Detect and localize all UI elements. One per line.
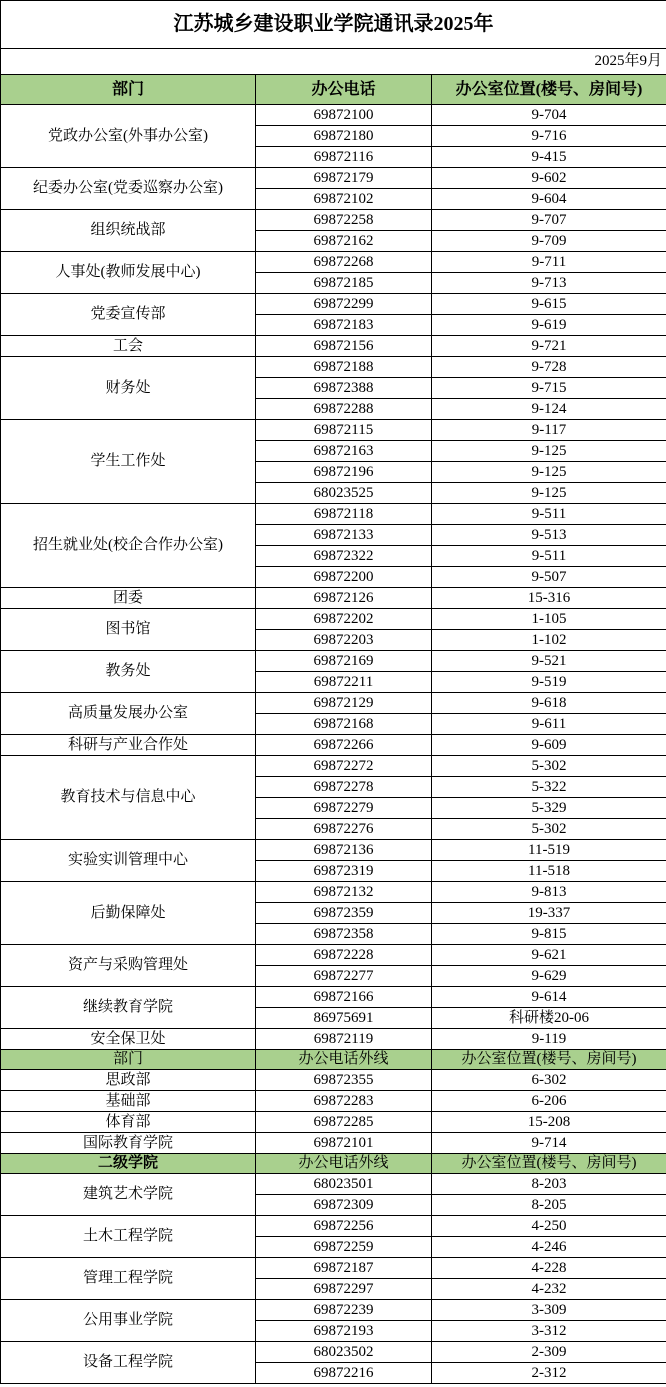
office-location: 9-728	[432, 357, 666, 378]
office-location: 9-721	[432, 336, 666, 357]
phone-number: 69872115	[256, 420, 432, 441]
office-location: 9-714	[432, 1133, 666, 1154]
phone-number: 69872285	[256, 1112, 432, 1133]
column-header: 办公电话外线	[256, 1050, 432, 1070]
department-name: 党政办公室(外事办公室)	[1, 105, 256, 168]
phone-number: 69872100	[256, 105, 432, 126]
date-label: 2025年9月	[1, 49, 666, 75]
office-location: 9-119	[432, 1029, 666, 1050]
table-row	[1, 1133, 666, 1154]
office-location: 9-709	[432, 231, 666, 252]
phone-number: 69872268	[256, 252, 432, 273]
phone-number: 69872203	[256, 630, 432, 651]
office-location: 8-203	[432, 1174, 666, 1195]
office-location: 11-518	[432, 861, 666, 882]
phone-number: 86975691	[256, 1008, 432, 1029]
department-name: 组织统战部	[1, 210, 256, 252]
phone-number: 69872193	[256, 1321, 432, 1342]
table-row	[1, 336, 666, 357]
office-location: 15-208	[432, 1112, 666, 1133]
department-name: 公用事业学院	[1, 1300, 256, 1342]
table-row	[1, 840, 666, 861]
table-row	[1, 105, 666, 126]
office-location: 9-704	[432, 105, 666, 126]
office-location: 9-713	[432, 273, 666, 294]
department-name: 工会	[1, 336, 256, 357]
table-row	[1, 420, 666, 441]
office-location: 9-711	[432, 252, 666, 273]
department-name: 继续教育学院	[1, 987, 256, 1029]
table-row	[1, 882, 666, 903]
office-location: 9-125	[432, 462, 666, 483]
phone-number: 69872355	[256, 1070, 432, 1091]
phone-number: 69872358	[256, 924, 432, 945]
office-location: 2-309	[432, 1342, 666, 1363]
phone-number: 69872322	[256, 546, 432, 567]
phone-number: 69872228	[256, 945, 432, 966]
office-location: 5-329	[432, 798, 666, 819]
department-name: 科研与产业合作处	[1, 735, 256, 756]
column-header: 二级学院	[1, 1154, 256, 1174]
phone-number: 69872297	[256, 1279, 432, 1300]
office-location: 5-302	[432, 756, 666, 777]
office-location: 9-629	[432, 966, 666, 987]
phone-number: 69872259	[256, 1237, 432, 1258]
phone-number: 69872258	[256, 210, 432, 231]
phone-number: 69872179	[256, 168, 432, 189]
column-header: 办公电话	[256, 75, 432, 105]
column-header: 部门	[1, 75, 256, 105]
office-location: 1-102	[432, 630, 666, 651]
table-row	[1, 756, 666, 777]
department-name: 团委	[1, 588, 256, 609]
office-location: 9-619	[432, 315, 666, 336]
department-name: 党委宣传部	[1, 294, 256, 336]
office-location: 5-322	[432, 777, 666, 798]
phone-number: 69872162	[256, 231, 432, 252]
department-name: 体育部	[1, 1112, 256, 1133]
phone-number: 69872278	[256, 777, 432, 798]
title-row	[1, 1, 666, 49]
office-location: 9-117	[432, 420, 666, 441]
office-location: 9-611	[432, 714, 666, 735]
phone-number: 69872279	[256, 798, 432, 819]
table-row	[1, 1342, 666, 1363]
table-row	[1, 735, 666, 756]
table-row	[1, 651, 666, 672]
department-name: 图书馆	[1, 609, 256, 651]
office-location: 9-604	[432, 189, 666, 210]
office-location: 3-312	[432, 1321, 666, 1342]
office-location: 9-707	[432, 210, 666, 231]
office-location: 6-206	[432, 1091, 666, 1112]
phone-number: 69872163	[256, 441, 432, 462]
phone-number: 69872168	[256, 714, 432, 735]
office-location: 9-125	[432, 441, 666, 462]
department-name: 实验实训管理中心	[1, 840, 256, 882]
office-location: 8-205	[432, 1195, 666, 1216]
phone-number: 69872187	[256, 1258, 432, 1279]
department-name: 教务处	[1, 651, 256, 693]
department-name: 设备工程学院	[1, 1342, 256, 1384]
phone-number: 69872166	[256, 987, 432, 1008]
table-row	[1, 987, 666, 1008]
table-row	[1, 1029, 666, 1050]
phone-number: 69872276	[256, 819, 432, 840]
phone-number: 69872133	[256, 525, 432, 546]
phone-number: 69872156	[256, 336, 432, 357]
column-header: 办公室位置(楼号、房间号)	[432, 75, 666, 105]
department-name: 建筑艺术学院	[1, 1174, 256, 1216]
table-row	[1, 357, 666, 378]
table-row	[1, 945, 666, 966]
office-location: 6-302	[432, 1070, 666, 1091]
office-location: 9-615	[432, 294, 666, 315]
phone-number: 69872319	[256, 861, 432, 882]
phone-number: 69872102	[256, 189, 432, 210]
department-name: 纪委办公室(党委巡察办公室)	[1, 168, 256, 210]
department-name: 资产与采购管理处	[1, 945, 256, 987]
table-row	[1, 210, 666, 231]
table-row	[1, 294, 666, 315]
table-row	[1, 1300, 666, 1321]
office-location: 2-312	[432, 1363, 666, 1384]
department-name: 教育技术与信息中心	[1, 756, 256, 840]
office-location: 9-621	[432, 945, 666, 966]
column-header: 办公室位置(楼号、房间号)	[432, 1050, 666, 1070]
phone-number: 69872136	[256, 840, 432, 861]
office-location: 4-246	[432, 1237, 666, 1258]
office-location: 9-415	[432, 147, 666, 168]
table-row	[1, 168, 666, 189]
office-location: 19-337	[432, 903, 666, 924]
office-location: 9-602	[432, 168, 666, 189]
department-name: 基础部	[1, 1091, 256, 1112]
department-name: 学生工作处	[1, 420, 256, 504]
department-name: 财务处	[1, 357, 256, 420]
office-location: 9-511	[432, 504, 666, 525]
office-location: 9-521	[432, 651, 666, 672]
phone-number: 69872211	[256, 672, 432, 693]
office-location: 4-250	[432, 1216, 666, 1237]
phone-number: 69872101	[256, 1133, 432, 1154]
phone-number: 69872200	[256, 567, 432, 588]
table-row	[1, 1091, 666, 1112]
table-row	[1, 1216, 666, 1237]
phone-number: 68023525	[256, 483, 432, 504]
office-location: 9-511	[432, 546, 666, 567]
phone-number: 69872359	[256, 903, 432, 924]
phone-number: 69872169	[256, 651, 432, 672]
table-row	[1, 609, 666, 630]
column-header: 部门	[1, 1050, 256, 1070]
department-name: 国际教育学院	[1, 1133, 256, 1154]
table-row	[1, 252, 666, 273]
phone-number: 69872272	[256, 756, 432, 777]
office-location: 9-513	[432, 525, 666, 546]
office-location: 4-232	[432, 1279, 666, 1300]
phone-number: 69872239	[256, 1300, 432, 1321]
phone-number: 69872119	[256, 1029, 432, 1050]
office-location: 15-316	[432, 588, 666, 609]
office-location: 9-614	[432, 987, 666, 1008]
phone-number: 69872288	[256, 399, 432, 420]
office-location: 9-519	[432, 672, 666, 693]
section-header-row	[1, 1154, 666, 1174]
table-row	[1, 1174, 666, 1195]
office-location: 9-618	[432, 693, 666, 714]
table-row	[1, 1258, 666, 1279]
phone-number: 69872202	[256, 609, 432, 630]
phone-number: 69872132	[256, 882, 432, 903]
office-location: 科研楼20-06	[432, 1008, 666, 1029]
office-location: 9-125	[432, 483, 666, 504]
phone-number: 69872266	[256, 735, 432, 756]
phone-number: 69872196	[256, 462, 432, 483]
phone-number: 69872216	[256, 1363, 432, 1384]
phone-number: 69872183	[256, 315, 432, 336]
section-header-row	[1, 75, 666, 105]
office-location: 4-228	[432, 1258, 666, 1279]
table-row	[1, 1112, 666, 1133]
department-name: 高质量发展办公室	[1, 693, 256, 735]
table-row	[1, 504, 666, 525]
office-location: 9-507	[432, 567, 666, 588]
office-location: 9-124	[432, 399, 666, 420]
phone-number: 69872388	[256, 378, 432, 399]
department-name: 管理工程学院	[1, 1258, 256, 1300]
column-header: 办公电话外线	[256, 1154, 432, 1174]
table-row	[1, 1070, 666, 1091]
phone-number: 69872129	[256, 693, 432, 714]
phone-number: 69872116	[256, 147, 432, 168]
page-title: 江苏城乡建设职业学院通讯录2025年	[1, 1, 666, 49]
office-location: 9-609	[432, 735, 666, 756]
department-name: 思政部	[1, 1070, 256, 1091]
office-location: 9-813	[432, 882, 666, 903]
phone-number: 69872126	[256, 588, 432, 609]
phone-number: 69872299	[256, 294, 432, 315]
date-row	[1, 49, 666, 75]
section-header-row	[1, 1050, 666, 1070]
department-name: 招生就业处(校企合作办公室)	[1, 504, 256, 588]
office-location: 11-519	[432, 840, 666, 861]
office-location: 1-105	[432, 609, 666, 630]
department-name: 后勤保障处	[1, 882, 256, 945]
table-row	[1, 588, 666, 609]
office-location: 9-716	[432, 126, 666, 147]
column-header: 办公室位置(楼号、房间号)	[432, 1154, 666, 1174]
phone-number: 69872277	[256, 966, 432, 987]
phone-number: 69872256	[256, 1216, 432, 1237]
office-location: 9-715	[432, 378, 666, 399]
phone-number: 69872185	[256, 273, 432, 294]
phone-number: 68023501	[256, 1174, 432, 1195]
phone-number: 69872118	[256, 504, 432, 525]
office-location: 3-309	[432, 1300, 666, 1321]
department-name: 人事处(教师发展中心)	[1, 252, 256, 294]
department-name: 安全保卫处	[1, 1029, 256, 1050]
phone-number: 69872309	[256, 1195, 432, 1216]
department-name: 土木工程学院	[1, 1216, 256, 1258]
phone-number: 68023502	[256, 1342, 432, 1363]
table-row	[1, 693, 666, 714]
phone-number: 69872180	[256, 126, 432, 147]
phone-number: 69872188	[256, 357, 432, 378]
office-location: 9-815	[432, 924, 666, 945]
office-location: 5-302	[432, 819, 666, 840]
phone-number: 69872283	[256, 1091, 432, 1112]
